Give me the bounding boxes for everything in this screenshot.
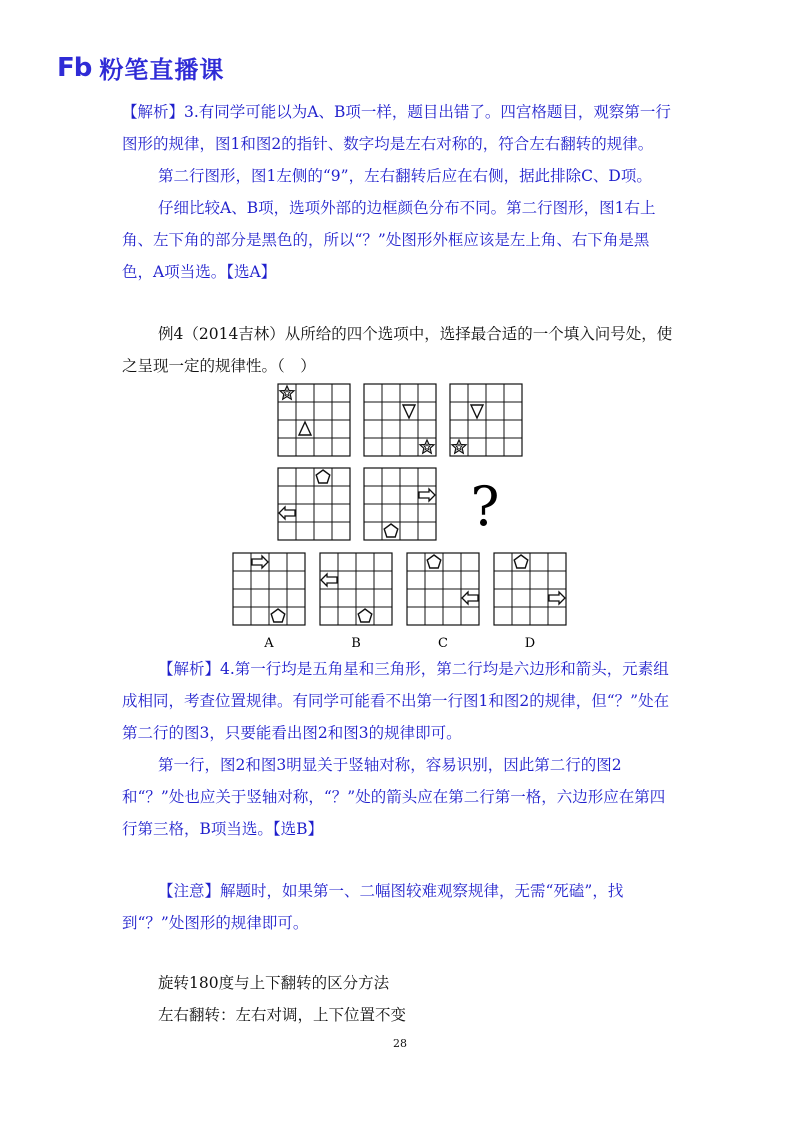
option-label-d: D xyxy=(524,636,536,651)
analysis3-paragraph-3: 仔细比较A、B项，选项外部的边框颜色分布不同。第二行图形，图1右上角、左下角的部分是黑色的，所以“？”处图形外框应该是左上角、右下角是黑色，A项当选。【选A】 xyxy=(122,199,656,281)
option-label-c: C xyxy=(438,636,448,651)
option-d-figure xyxy=(494,553,566,625)
option-label-b: B xyxy=(351,636,361,651)
row1-figure1 xyxy=(278,384,350,456)
row2-figure2 xyxy=(364,468,436,540)
logo-text: 粉笔直播课 xyxy=(99,56,225,84)
note-paragraph: 【注意】解题时，如果第一、二幅图较难观察规律，无需“死磕”，找到“？”处图形的规律即可。 xyxy=(122,882,624,932)
question-mark: ? xyxy=(470,475,500,538)
option-b-figure xyxy=(320,553,392,625)
row1-figure2 xyxy=(364,384,436,456)
option-label-a: A xyxy=(264,636,274,651)
row1-figure3 xyxy=(450,384,522,456)
analysis3-paragraph-2: 第二行图形，图1左侧的“9”，左右翻转后应在右侧，据此排除C、D项。 xyxy=(158,167,652,185)
analysis4-paragraph-1: 【解析】4.第一行均是五角星和三角形，第二行均是六边形和箭头，元素组成相同，考查位置规律。有同学可能看不出第一行图1和图2的规律，但“？”处在第二行的图3，只要能看出图2和图3的规律即可。 xyxy=(122,660,670,742)
page-number: 28 xyxy=(393,1037,407,1050)
example4-question: 例4（2014吉林）从所给的四个选项中，选择最合适的一个填入问号处，使之呈现一定的规律性。（ ） xyxy=(122,325,673,375)
analysis4-paragraph-2: 第一行，图2和图3明显关于竖轴对称，容易识别，因此第二行的图2和“？”处也应关于竖轴对称，“？”处的箭头应在第二行第一格，六边形应在第四行第三格，B项当选。【选B】 xyxy=(122,756,666,838)
analysis3-paragraph-1: 【解析】3.有同学可能以为A、B项一样，题目出错了。四宫格题目，观察第一行图形的规律，图1和图2的指针、数字均是左右对称的，符合左右翻转的规律。 xyxy=(122,103,671,153)
option-c-figure xyxy=(407,553,479,625)
option-a-figure xyxy=(233,553,305,625)
section-line-1: 左右翻转：左右对调，上下位置不变 xyxy=(158,1006,407,1024)
row2-figure1 xyxy=(278,468,350,540)
logo-mark: Fb xyxy=(57,52,92,83)
section-title: 旋转180度与上下翻转的区分方法 xyxy=(158,974,390,992)
